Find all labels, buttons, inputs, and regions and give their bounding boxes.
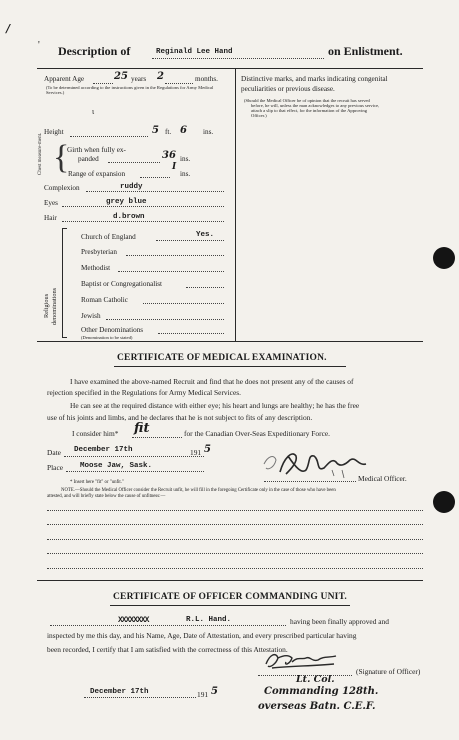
height-ft: 5 — [152, 125, 159, 136]
stray-tick: ι — [92, 107, 95, 116]
religion-bracket-top — [62, 228, 67, 229]
medical-place-label: Place — [47, 463, 64, 472]
marks-note-2: before, he will, unless the man acknowledges to any previous service, — [251, 103, 380, 108]
religion-leader-1 — [126, 255, 224, 256]
medical-note-1: NOTE.—Should the Medical Officer consider the Recruit unfit, he will fill in the foregoing Certificate only in the case of those who have been — [61, 488, 336, 493]
months-label: months. — [195, 75, 218, 83]
binder-hole-top — [433, 247, 455, 269]
medical-officer-label: Medical Officer. — [358, 474, 407, 483]
age-months: 2 — [157, 71, 164, 82]
religion-other: Other Denominations — [81, 326, 144, 334]
name-leader — [152, 58, 324, 59]
girth-leader — [108, 162, 160, 163]
officer-command-2: overseas Batn. C.E.F. — [258, 701, 376, 712]
eyes-leader — [62, 206, 224, 207]
officer-line3: been recorded, I certify that I am satisfied with the correctness of this Attestation. — [47, 645, 288, 654]
commanding-officer-signature — [262, 650, 340, 672]
height-in: 6 — [180, 125, 187, 136]
ins-label: ins. — [203, 128, 214, 136]
eyes-label: Eyes — [44, 199, 58, 207]
marks-note-4: Officer.) — [251, 113, 267, 118]
officer-sign-leader — [264, 481, 356, 482]
ft-label: ft. — [165, 128, 172, 136]
complexion-leader — [86, 191, 224, 192]
officer-heading: CERTIFICATE OF OFFICER COMMANDING UNIT. — [113, 592, 347, 602]
medical-heading: CERTIFICATE OF MEDICAL EXAMINATION. — [117, 353, 327, 363]
expansion-leader — [140, 177, 170, 178]
medical-para2-line2: use of his joints and limbs, and he declares that he is not subject to fits of any description. — [47, 413, 313, 422]
age-note: (To be determined according to the instructions given in the Regulations for Army Medical Services.) — [46, 85, 214, 96]
religion-methodist: Methodist — [81, 264, 111, 272]
religion-leader-4 — [143, 303, 224, 304]
girth-value: 36 — [162, 150, 176, 161]
unfitness-line-4 — [47, 553, 423, 554]
officer-date-leader — [84, 697, 196, 698]
medical-heading-rule — [114, 366, 346, 367]
medical-para1-line2: rejection specified in the Regulations for Army Medical Services. — [47, 388, 241, 397]
religion-church-of-england: Church of England — [81, 233, 136, 241]
box-bottom-rule — [37, 341, 423, 342]
box-divider — [235, 69, 236, 341]
officer-year-digit: 5 — [211, 686, 218, 697]
consider-prefix: I consider him* — [72, 429, 119, 438]
medical-year-prefix: 191 — [190, 448, 202, 457]
officer-date-value: December 17th — [90, 688, 149, 696]
officer-rank: Lt. Col. — [296, 674, 335, 685]
medical-note-2: attested, and will briefly state below the cause of unfitness:— — [47, 494, 166, 499]
religion-label-1: Religious — [43, 293, 50, 318]
height-leader — [70, 136, 148, 137]
consider-value: fit — [134, 421, 150, 436]
officer-heading-rule — [110, 605, 350, 606]
religion-bracket — [62, 228, 63, 338]
marks-note-3: attach a slip to that effect, for the information of the Approving — [251, 108, 368, 113]
medical-bottom-rule — [37, 580, 423, 581]
unfitness-line-2 — [47, 524, 423, 525]
unfitness-line-3 — [47, 539, 423, 540]
officer-year-prefix: 191 — [197, 690, 209, 699]
medical-date-leader — [64, 456, 204, 457]
religion-presbyterian: Presbyterian — [81, 248, 117, 256]
medical-date-label: Date — [47, 448, 61, 457]
age-years: 25 — [114, 71, 128, 82]
chest-label: Chest measure-ment. — [38, 132, 43, 175]
marks-note-1: (Should the Medical Officer be of opinion that the recruit has served — [244, 98, 370, 103]
hair-value: d.brown — [113, 213, 145, 221]
complexion-label: Complexion — [44, 184, 80, 192]
religion-value-0: Yes. — [196, 231, 215, 239]
religion-other-note: (Denomination to be stated) — [81, 335, 133, 340]
officer-line1-suffix: having been finally approved and — [290, 617, 389, 626]
struck-rank-text: XXXXXXXX — [118, 616, 149, 625]
officer-line2: inspected by me this day, and his Name, Age, Date of Attestation, and every prescribed particular having — [47, 631, 357, 640]
height-label: Height — [44, 128, 64, 136]
medical-date-value: December 17th — [74, 446, 133, 454]
chest-brace: { — [53, 139, 70, 176]
religion-roman-catholic: Roman Catholic — [81, 296, 128, 304]
expansion-unit: ins. — [180, 170, 191, 178]
consider-suffix: for the Canadian Over-Seas Expeditionary Force. — [184, 429, 330, 438]
page-title-suffix: on Enlistment. — [328, 44, 403, 58]
girth-label-2: panded — [78, 155, 99, 163]
complexion-value: ruddy — [120, 183, 143, 191]
hair-label: Hair — [44, 214, 57, 222]
recruit-name: Reginald Lee Hand — [156, 48, 233, 56]
expansion-label: Range of expansion — [68, 170, 126, 178]
religion-leader-5 — [106, 319, 224, 320]
hair-leader — [62, 221, 224, 222]
officer-signature-label: (Signature of Officer) — [356, 667, 421, 676]
religion-label-2: denominations — [51, 287, 58, 325]
margin-tick: ' — [38, 40, 40, 51]
consider-leader — [132, 437, 182, 438]
medical-para2-line1: He can see at the required distance with either eye; his heart and lungs are healthy; he has the free — [70, 401, 360, 410]
officer-name-leader — [50, 625, 286, 626]
religion-leader-2 — [118, 271, 224, 272]
medical-place-value: Moose Jaw, Sask. — [80, 462, 153, 470]
age-leader — [93, 83, 113, 84]
box-top-rule — [37, 68, 423, 69]
officer-name-value: R.L. Hand. — [186, 616, 232, 624]
officer-command-1: Commanding 128th. — [264, 686, 379, 697]
marks-heading-2: peculiarities or previous disease. — [241, 85, 335, 93]
margin-mark: / — [6, 22, 11, 35]
eyes-value: grey blue — [106, 198, 147, 206]
marks-heading-1: Distinctive marks, and marks indicating congenital — [241, 75, 388, 83]
religion-jewish: Jewish — [81, 312, 101, 320]
girth-label-1: Girth when fully ex- — [67, 146, 126, 154]
years-label: years — [131, 75, 147, 83]
months-leader — [165, 83, 193, 84]
page-title-prefix: Description of — [58, 44, 131, 58]
unfitness-line-5 — [47, 568, 423, 569]
religion-leader-0 — [156, 240, 224, 241]
girth-unit: ins. — [180, 155, 191, 163]
religion-leader-6 — [158, 333, 224, 334]
medical-year-digit: 5 — [204, 444, 211, 455]
religion-leader-3 — [186, 287, 224, 288]
expansion-value: I — [172, 162, 177, 172]
medical-place-leader — [66, 471, 204, 472]
fit-footnote: * Insert here "fit" or "unfit." — [70, 480, 124, 485]
apparent-age-label: Apparent Age — [44, 75, 85, 83]
religion-bracket-bottom — [62, 337, 67, 338]
binder-hole-bottom — [433, 491, 455, 513]
religion-baptist: Baptist or Congregationalist — [81, 280, 163, 288]
medical-para1-line1: I have examined the above-named Recruit and find that he does not present any of the causes of — [70, 377, 354, 386]
unfitness-line-1 — [47, 510, 423, 511]
